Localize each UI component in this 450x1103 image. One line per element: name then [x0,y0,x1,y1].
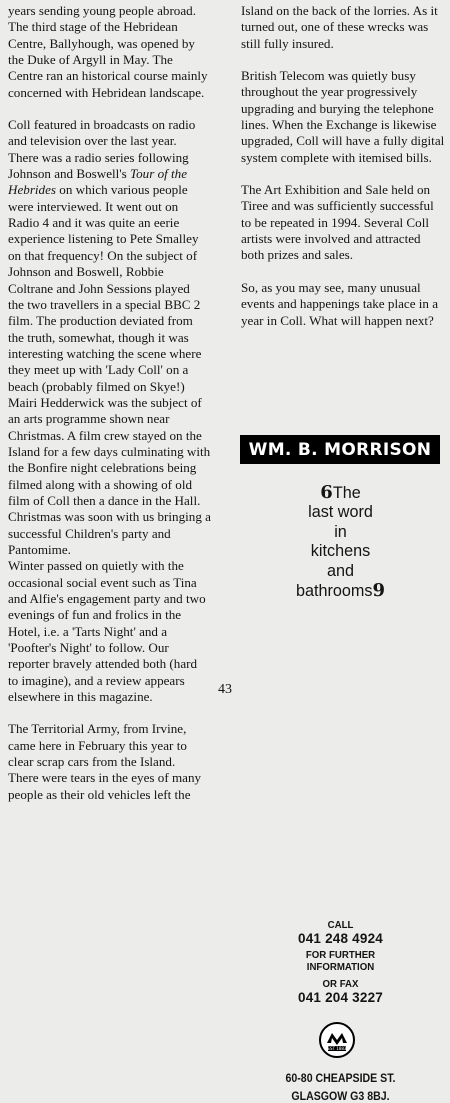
text-line: So, as you may see, many unusual [241,279,421,295]
text-line: concerned with Hebridean landscape. [8,84,205,100]
book-title-part: Tour of the [130,166,188,182]
text-line: Island on the back of the lorries. As it [241,3,438,18]
text-line: throughout the year progressively [241,84,418,100]
text-line: to imagine), and a review appears [8,672,185,688]
paragraph-hebridean-centre [8,3,230,101]
paragraph-broadcasts [8,117,230,705]
paragraph-closing [241,280,446,329]
text-line: came here in February this year to [8,737,187,753]
text-line: clear scrap cars from the Island. [8,754,176,770]
slogan-line [233,483,448,503]
text-line: years sending young people abroad. [8,3,196,18]
text-line: experience listening to Pete Smalley [8,231,199,247]
text-line: There was a radio series following [8,149,189,165]
text-line: on that frequency! On the subject of [8,247,198,263]
text-line: Mairi Hedderwick was the subject of [8,394,202,410]
text-line: Johnson and Boswell, Robbie [8,264,164,280]
text-line: upgraded, Coll will have a fully digital [241,133,445,149]
text-line: film. The production deviated from [8,313,193,329]
company-logo [319,1022,355,1058]
logo-established-text: EST 1883 [327,1046,347,1051]
text-line: events and happenings take place in a [241,296,439,312]
slogan-line: kitchens [310,542,371,561]
slogan-line: in [334,522,347,541]
text-line: turned out, one of these wrecks was [241,19,429,35]
right-column [241,3,446,329]
info-label-line: FOR FURTHER [305,949,376,961]
text-line: occasional social event such as Tina [8,574,197,590]
address-line: 60-80 CHEAPSIDE ST. [285,1073,396,1085]
info-label-line: INFORMATION [306,961,375,973]
text-line: lines. When the Exchange is likewise [241,117,437,133]
slogan-line [233,581,448,601]
slogan-line: last word [308,503,373,522]
logo-mark-icon [321,1024,353,1056]
text-run: Johnson and Boswell's [8,166,131,182]
close-quote-mark: 9 [372,580,385,602]
advert-banner: WM. B. MORRISON [240,435,440,464]
text-line: interesting watching the scene where [8,345,202,361]
text-line: Coll featured in broadcasts on radio [8,117,196,133]
text-line: Christmas. A film crew stayed on the [8,427,202,443]
text-line [8,166,230,182]
open-quote-mark: 6 [320,482,333,503]
fax-number: 041 204 3227 [298,990,383,1005]
text-line: and Alfie's engagement party and two [8,591,206,607]
text-line: still fully insured. [241,35,334,51]
text-line: Island for a few days culminating with [8,443,211,459]
text-line: The third stage of the Hebridean [8,19,178,35]
text-line: Coltrane and John Sessions played [8,280,190,296]
text-line: the truth, somewhat, though it was [8,329,189,345]
advert-slogan [233,483,448,601]
text-line: to be repeated in 1994. Several Coll [241,214,429,230]
text-line: Tiree and was sufficiently successful [241,198,434,214]
text-line: were interviewed. It went out on [8,198,179,214]
text-line: the Bonfire night celebrations being [8,460,197,476]
text-line: Radio 4 and it was quite an eerie [8,215,180,231]
text-line: Christmas was soon with us bringing a [8,509,211,525]
slogan-text: bathrooms [295,582,373,601]
text-run: on which various people [56,182,188,198]
fax-label: OR FAX [322,978,359,990]
book-title-part: Hebrides [8,182,57,198]
text-line: film of Coll then a dance in the Hall. [8,492,201,508]
slogan-text: The [332,484,361,502]
text-line: the two travellers in a special BBC 2 [8,296,201,312]
text-line: people as their old vehicles left the [8,786,191,802]
text-line: evenings of fun and frolics in the [8,607,182,623]
text-line: the Duke of Argyll in May. The [8,52,173,68]
page-number: 43 [218,682,232,697]
text-line: reporter bravely attended both (hard [8,656,198,672]
text-line: Winter passed on quietly with the [8,558,184,574]
text-line: There were tears in the eyes of many [8,770,202,786]
address-line: GLASGOW G3 8BJ. [291,1091,390,1103]
text-line: year in Coll. What will happen next? [241,312,434,328]
paragraph-art-exhibition [241,182,446,264]
text-line: and television over the last year. [8,133,177,149]
slogan-line: and [326,561,354,580]
text-line: upgrading and burying the telephone [241,100,434,116]
text-line: they meet up with 'Lady Coll' on a [8,362,189,378]
phone-number: 041 248 4924 [298,931,383,946]
text-line: The Territorial Army, from Irvine, [8,721,187,737]
paragraph-british-telecom [241,68,446,166]
text-line: British Telecom was quietly busy [241,68,416,84]
text-line: Hotel, i.e. a 'Tarts Night' and a [8,623,168,639]
text-line: The Art Exhibition and Sale held on [241,182,431,198]
text-line: artists were involved and attracted [241,231,421,247]
paragraph-territorial-army [8,721,230,803]
text-line: beach (probably filmed on Skye!) [8,378,185,394]
paragraph-lorries [241,3,446,52]
text-line: an arts programme shown near [8,411,170,427]
text-line: elsewhere in this magazine. [8,689,153,705]
text-line: system complete with itemised bills. [241,149,432,165]
text-line [8,182,230,198]
text-line: filmed along with a showing of old [8,476,193,492]
text-line: successful Children's party and [8,525,171,541]
text-line: Centre ran an historical course mainly [8,68,208,84]
text-line: Pantomime. [8,542,71,557]
text-line: Centre, Ballyhough, was opened by [8,35,195,51]
text-line: both prizes and sales. [241,247,353,263]
text-line: 'Poofter's Night' to follow. Our [8,640,169,656]
call-label: CALL [327,919,354,931]
